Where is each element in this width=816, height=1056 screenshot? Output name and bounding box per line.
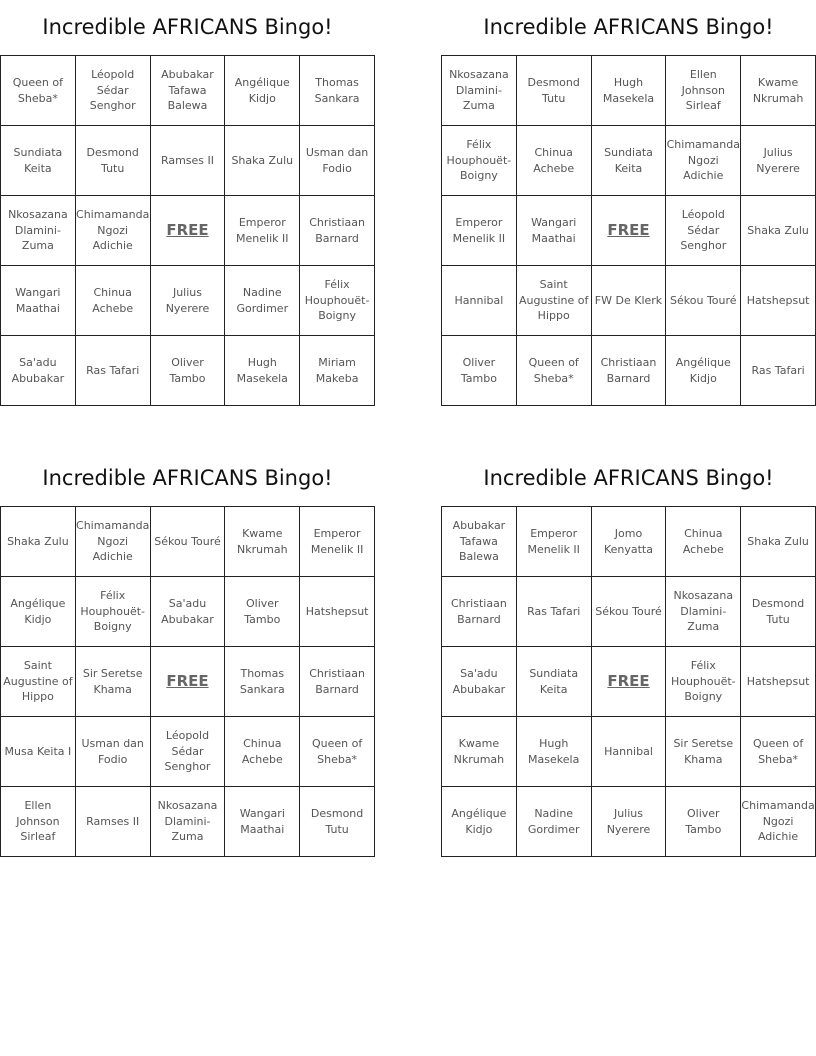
bingo-cell: Saint Augustine of Hippo <box>517 266 592 336</box>
bingo-cell: Usman dan Fodio <box>300 126 375 196</box>
bingo-grid <box>441 506 816 857</box>
bingo-cell: Emperor Menelik II <box>225 196 300 266</box>
bingo-cell: Emperor Menelik II <box>442 196 517 266</box>
bingo-cell: Sékou Touré <box>592 577 667 647</box>
bingo-cell: Hatshepsut <box>741 647 816 717</box>
bingo-cell: Hatshepsut <box>300 577 375 647</box>
bingo-cell: Oliver Tambo <box>666 787 741 857</box>
bingo-cell: Abubakar Tafawa Balewa <box>151 56 226 126</box>
bingo-cell: Shaka Zulu <box>225 126 300 196</box>
bingo-cell: Nadine Gordimer <box>225 266 300 336</box>
bingo-cell: Angélique Kidjo <box>666 336 741 406</box>
bingo-cell: Miriam Makeba <box>300 336 375 406</box>
free-space-cell: FREE <box>592 647 667 717</box>
bingo-cell: Hugh Masekela <box>225 336 300 406</box>
bingo-cell: Sundiata Keita <box>1 126 76 196</box>
bingo-cell: Julius Nyerere <box>151 266 226 336</box>
bingo-cell: Shaka Zulu <box>1 507 76 577</box>
card-title: Incredible AFRICANS Bingo! <box>42 466 333 490</box>
bingo-cell: Saint Augustine of Hippo <box>1 647 76 717</box>
bingo-cell: Ramses II <box>151 126 226 196</box>
bingo-cell: Julius Nyerere <box>592 787 667 857</box>
bingo-cell: Léopold Sédar Senghor <box>76 56 151 126</box>
bingo-cell: Desmond Tutu <box>741 577 816 647</box>
bingo-cell: Sékou Touré <box>666 266 741 336</box>
bingo-cell: Kwame Nkrumah <box>225 507 300 577</box>
bingo-cell: Chinua Achebe <box>517 126 592 196</box>
bingo-card <box>0 451 375 857</box>
bingo-cell: Christiaan Barnard <box>300 647 375 717</box>
bingo-cell: Sékou Touré <box>151 507 226 577</box>
bingo-cell: Ras Tafari <box>741 336 816 406</box>
bingo-cell: Ramses II <box>76 787 151 857</box>
bingo-cell: Angélique Kidjo <box>442 787 517 857</box>
bingo-cell: Chinua Achebe <box>76 266 151 336</box>
bingo-cell: Julius Nyerere <box>741 126 816 196</box>
bingo-cell: Christiaan Barnard <box>442 577 517 647</box>
bingo-cell: Hannibal <box>442 266 517 336</box>
bingo-cell: Angélique Kidjo <box>1 577 76 647</box>
bingo-cell: Chimamanda Ngozi Adichie <box>76 507 151 577</box>
bingo-cell: Christiaan Barnard <box>592 336 667 406</box>
bingo-cell: Hannibal <box>592 717 667 787</box>
bingo-cell: Chimamanda Ngozi Adichie <box>741 787 816 857</box>
free-space-cell: FREE <box>592 196 667 266</box>
free-space-cell: FREE <box>151 647 226 717</box>
bingo-cell: Thomas Sankara <box>225 647 300 717</box>
bingo-cell: Oliver Tambo <box>442 336 517 406</box>
bingo-cell: Thomas Sankara <box>300 56 375 126</box>
bingo-cell: Sa'adu Abubakar <box>1 336 76 406</box>
bingo-cell: Queen of Sheba* <box>517 336 592 406</box>
bingo-grid <box>0 506 375 857</box>
bingo-cell: Angélique Kidjo <box>225 56 300 126</box>
bingo-cell: Chimamanda Ngozi Adichie <box>76 196 151 266</box>
bingo-cell: Félix Houphouët-Boigny <box>442 126 517 196</box>
bingo-cell: Queen of Sheba* <box>741 717 816 787</box>
bingo-cell: Abubakar Tafawa Balewa <box>442 507 517 577</box>
bingo-cell: Shaka Zulu <box>741 196 816 266</box>
bingo-card <box>441 0 816 406</box>
bingo-cell: Desmond Tutu <box>76 126 151 196</box>
bingo-cell: Oliver Tambo <box>225 577 300 647</box>
bingo-cell: Ras Tafari <box>517 577 592 647</box>
bingo-cell: Hugh Masekela <box>517 717 592 787</box>
bingo-cell: Sundiata Keita <box>592 126 667 196</box>
bingo-cell: Queen of Sheba* <box>1 56 76 126</box>
bingo-cell: Sa'adu Abubakar <box>442 647 517 717</box>
bingo-cell: Hatshepsut <box>741 266 816 336</box>
bingo-cell: Ras Tafari <box>76 336 151 406</box>
bingo-cell: Shaka Zulu <box>741 507 816 577</box>
bingo-cell: Desmond Tutu <box>517 56 592 126</box>
bingo-cell: Ellen Johnson Sirleaf <box>1 787 76 857</box>
bingo-cell: Emperor Menelik II <box>517 507 592 577</box>
bingo-card <box>0 0 375 406</box>
bingo-grid <box>441 55 816 406</box>
bingo-cell: Chinua Achebe <box>225 717 300 787</box>
bingo-cell: Musa Keita I <box>1 717 76 787</box>
bingo-cell: Christiaan Barnard <box>300 196 375 266</box>
bingo-cell: Emperor Menelik II <box>300 507 375 577</box>
bingo-cell: Chimamanda Ngozi Adichie <box>666 126 741 196</box>
bingo-cell: Kwame Nkrumah <box>442 717 517 787</box>
bingo-cell: FW De Klerk <box>592 266 667 336</box>
card-title: Incredible AFRICANS Bingo! <box>42 15 333 39</box>
bingo-cell: Hugh Masekela <box>592 56 667 126</box>
bingo-cell: Léopold Sédar Senghor <box>666 196 741 266</box>
bingo-cell: Nkosazana Dlamini-Zuma <box>151 787 226 857</box>
bingo-grid <box>0 55 375 406</box>
bingo-cell: Léopold Sédar Senghor <box>151 717 226 787</box>
bingo-cell: Félix Houphouët-Boigny <box>76 577 151 647</box>
bingo-cell: Nkosazana Dlamini-Zuma <box>1 196 76 266</box>
bingo-cell: Wangari Maathai <box>517 196 592 266</box>
bingo-cell: Desmond Tutu <box>300 787 375 857</box>
bingo-cell: Sundiata Keita <box>517 647 592 717</box>
bingo-cell: Wangari Maathai <box>1 266 76 336</box>
bingo-cell: Sir Seretse Khama <box>76 647 151 717</box>
bingo-cell: Nkosazana Dlamini-Zuma <box>666 577 741 647</box>
bingo-cell: Sir Seretse Khama <box>666 717 741 787</box>
bingo-cell: Queen of Sheba* <box>300 717 375 787</box>
bingo-cell: Usman dan Fodio <box>76 717 151 787</box>
bingo-cell: Nkosazana Dlamini-Zuma <box>442 56 517 126</box>
bingo-cell: Jomo Kenyatta <box>592 507 667 577</box>
bingo-cell: Kwame Nkrumah <box>741 56 816 126</box>
bingo-cell: Félix Houphouët-Boigny <box>666 647 741 717</box>
bingo-cell: Ellen Johnson Sirleaf <box>666 56 741 126</box>
bingo-cell: Chinua Achebe <box>666 507 741 577</box>
free-space-cell: FREE <box>151 196 226 266</box>
bingo-cell: Sa'adu Abubakar <box>151 577 226 647</box>
card-title: Incredible AFRICANS Bingo! <box>483 15 774 39</box>
bingo-cell: Félix Houphouët-Boigny <box>300 266 375 336</box>
card-title: Incredible AFRICANS Bingo! <box>483 466 774 490</box>
bingo-card <box>441 451 816 857</box>
bingo-cell: Wangari Maathai <box>225 787 300 857</box>
bingo-cell: Nadine Gordimer <box>517 787 592 857</box>
bingo-cell: Oliver Tambo <box>151 336 226 406</box>
